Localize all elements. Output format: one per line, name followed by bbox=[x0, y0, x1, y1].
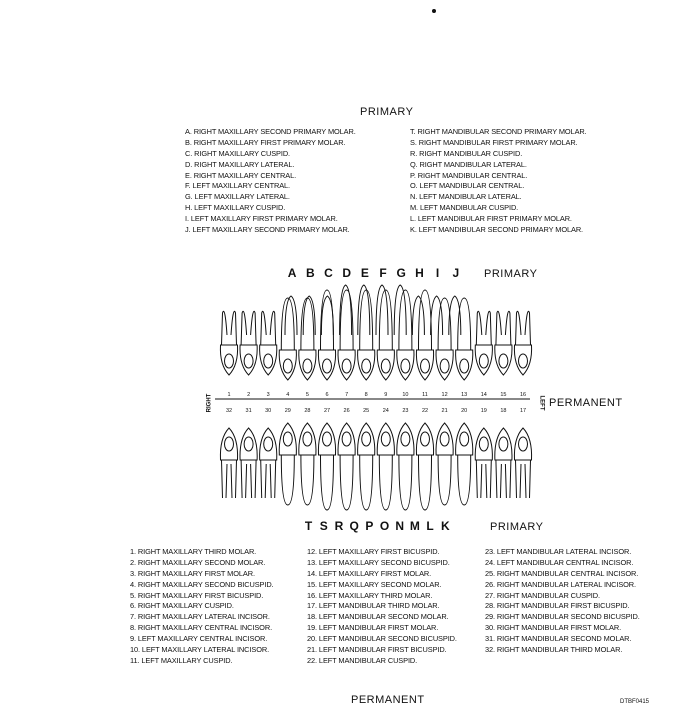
upper-crown-detail bbox=[421, 359, 430, 373]
lower-crown bbox=[495, 428, 512, 460]
tooth-number: 8 bbox=[364, 392, 368, 398]
primary-title: PRIMARY bbox=[360, 106, 414, 118]
legend-item: 8. RIGHT MAXILLARY CENTRAL INCISOR. bbox=[130, 623, 273, 633]
legend-item: O. LEFT MANDIBULAR CENTRAL. bbox=[410, 181, 525, 191]
tooth-number: 19 bbox=[480, 408, 487, 414]
legend-item: I. LEFT MAXILLARY FIRST PRIMARY MOLAR. bbox=[185, 214, 338, 224]
legend-item: 4. RIGHT MAXILLARY SECOND BICUSPID. bbox=[130, 579, 274, 589]
legend-item: 21. LEFT MANDIBULAR FIRST BICUSPID. bbox=[307, 645, 447, 655]
upper-crown-detail bbox=[401, 359, 410, 373]
lower-crown-detail bbox=[421, 432, 430, 446]
legend-item: N. LEFT MANDIBULAR LATERAL. bbox=[410, 192, 522, 202]
lower-crown bbox=[475, 428, 492, 460]
tooth-number: 17 bbox=[519, 408, 527, 414]
tooth-letter: B bbox=[305, 266, 315, 280]
tooth-number: 25 bbox=[363, 408, 370, 414]
tooth-letter: G bbox=[396, 266, 406, 280]
legend-item: R. RIGHT MANDIBULAR CUSPID. bbox=[410, 148, 523, 158]
upper-crown-detail bbox=[460, 359, 469, 373]
tooth-number: 29 bbox=[284, 408, 291, 414]
lower-number-row bbox=[0, 408, 677, 416]
tooth-letter: T bbox=[304, 519, 313, 533]
upper-crown-detail bbox=[381, 359, 390, 373]
lower-crown bbox=[240, 428, 257, 460]
permanent-title: PERMANENT bbox=[351, 694, 425, 706]
legend-item: 22. LEFT MANDIBULAR CUSPID. bbox=[307, 655, 418, 665]
legend-item: 18. LEFT MANDIBULAR SECOND MOLAR. bbox=[307, 612, 449, 622]
lower-crown-detail bbox=[342, 432, 351, 446]
upper-root bbox=[301, 298, 314, 350]
tooth-letter: M bbox=[409, 519, 420, 533]
lower-crown-detail bbox=[323, 432, 332, 446]
legend-item: L. LEFT MANDIBULAR FIRST PRIMARY MOLAR. bbox=[410, 214, 572, 224]
primary-upper-tooth bbox=[431, 296, 443, 335]
upper-root bbox=[458, 298, 471, 350]
legend-item: 5. RIGHT MAXILLARY FIRST BICUSPID. bbox=[130, 590, 264, 600]
lower-crown-detail bbox=[460, 432, 469, 446]
upper-crown-detail bbox=[499, 354, 508, 368]
tooth-number: 14 bbox=[480, 392, 487, 398]
upper-crown-detail bbox=[283, 359, 292, 373]
legend-item: 1. RIGHT MAXILLARY THIRD MOLAR. bbox=[130, 547, 257, 556]
legend-item: 27. RIGHT MANDIBULAR CUSPID. bbox=[485, 590, 600, 600]
tooth-letter: O bbox=[379, 519, 390, 533]
tooth-number: 2 bbox=[247, 392, 251, 398]
legend-item: F. LEFT MAXILLARY CENTRAL. bbox=[185, 181, 291, 191]
tooth-number: 24 bbox=[382, 408, 389, 414]
upper-root bbox=[222, 311, 237, 345]
lower-crown-detail bbox=[499, 437, 508, 451]
upper-crown-detail bbox=[244, 354, 253, 368]
legend-item: 28. RIGHT MANDIBULAR FIRST BICUSPID. bbox=[485, 601, 630, 611]
tooth-number: 27 bbox=[323, 408, 331, 414]
legend-item: B. RIGHT MAXILLARY FIRST PRIMARY MOLAR. bbox=[185, 137, 346, 147]
lower-crown-detail bbox=[401, 432, 410, 446]
upper-crown bbox=[416, 350, 433, 380]
lower-root bbox=[379, 455, 392, 510]
tooth-letter: J bbox=[452, 266, 460, 280]
tooth-number: 10 bbox=[402, 392, 409, 398]
tooth-number: 31 bbox=[245, 408, 252, 414]
tooth-number: 23 bbox=[402, 408, 409, 414]
tooth-letter: L bbox=[426, 519, 434, 533]
upper-crown bbox=[397, 350, 414, 380]
tooth-letter: S bbox=[319, 519, 328, 533]
lower-root bbox=[340, 455, 353, 510]
lower-root bbox=[419, 455, 432, 510]
tooth-number: 7 bbox=[345, 392, 349, 398]
legend-item: 13. LEFT MAXILLARY SECOND BICUSPID. bbox=[307, 557, 450, 567]
upper-crown bbox=[240, 345, 257, 375]
legend-item: H. LEFT MAXILLARY CUSPID. bbox=[185, 203, 286, 213]
lower-root bbox=[399, 455, 412, 510]
legend-item: 26. RIGHT MANDIBULAR LATERAL INCISOR. bbox=[485, 579, 636, 589]
legend-item: 14. LEFT MAXILLARY FIRST MOLAR. bbox=[307, 568, 432, 578]
legend-item: 7. RIGHT MAXILLARY LATERAL INCISOR. bbox=[130, 612, 270, 622]
lower-crown-detail bbox=[479, 437, 488, 451]
tooth-letter: P bbox=[365, 519, 374, 533]
tooth-number: 20 bbox=[461, 408, 468, 414]
legend-item: 17. LEFT MANDIBULAR THIRD MOLAR. bbox=[307, 601, 440, 611]
legend-item: 24. LEFT MANDIBULAR CENTRAL INCISOR. bbox=[485, 557, 634, 567]
upper-crown bbox=[514, 345, 531, 375]
tooth-number: 16 bbox=[519, 392, 527, 398]
lower-crown-detail bbox=[303, 432, 312, 446]
lower-crown-detail bbox=[381, 432, 390, 446]
tooth-letter: R bbox=[334, 519, 344, 533]
lower-crown-detail bbox=[362, 432, 371, 446]
lower-crown bbox=[220, 428, 237, 460]
upper-root bbox=[399, 290, 412, 350]
legend-item: 12. LEFT MAXILLARY FIRST BICUSPID. bbox=[307, 547, 440, 556]
tooth-letter: I bbox=[435, 266, 440, 280]
legend-item: 31. RIGHT MANDIBULAR SECOND MOLAR. bbox=[485, 634, 632, 644]
tooth-number: 9 bbox=[384, 392, 388, 398]
upper-crown bbox=[299, 350, 316, 380]
legend-item: 16. LEFT MAXILLARY THIRD MOLAR. bbox=[307, 590, 433, 600]
lower-crown bbox=[436, 423, 453, 455]
tooth-letter: A bbox=[287, 266, 297, 280]
legend-item: M. LEFT MANDIBULAR CUSPID. bbox=[410, 203, 519, 213]
legend-item: G. LEFT MAXILLARY LATERAL. bbox=[185, 192, 290, 202]
lower-root bbox=[496, 460, 511, 498]
upper-crown-detail bbox=[440, 359, 449, 373]
tooth-number: 13 bbox=[461, 392, 468, 398]
tooth-number: 15 bbox=[500, 392, 507, 398]
lower-crown bbox=[318, 423, 335, 455]
legend-item: 19. LEFT MANDIBULAR FIRST MOLAR. bbox=[307, 623, 439, 633]
upper-crown bbox=[377, 350, 394, 380]
lower-crown-detail bbox=[440, 432, 449, 446]
tooth-letter: Q bbox=[349, 519, 359, 533]
tooth-letter: E bbox=[360, 266, 369, 280]
upper-crown-detail bbox=[323, 359, 332, 373]
legend-item: 2. RIGHT MAXILLARY SECOND MOLAR. bbox=[130, 557, 266, 567]
tooth-number: 4 bbox=[286, 392, 290, 398]
tooth-number: 3 bbox=[266, 392, 270, 398]
tooth-number: 21 bbox=[441, 408, 448, 414]
lower-root bbox=[222, 460, 237, 498]
upper-root bbox=[321, 290, 334, 350]
tooth-letter: H bbox=[415, 266, 424, 280]
upper-crown-detail bbox=[362, 359, 371, 373]
lower-crown bbox=[279, 423, 296, 455]
legend-item: 25. RIGHT MANDIBULAR CENTRAL INCISOR. bbox=[485, 568, 639, 578]
upper-root bbox=[281, 298, 294, 350]
tooth-number: 18 bbox=[500, 408, 507, 414]
legend-item: 11. LEFT MAXILLARY CUSPID. bbox=[130, 655, 233, 665]
upper-root bbox=[241, 311, 256, 345]
upper-crown-detail bbox=[479, 354, 488, 368]
upper-crown-detail bbox=[519, 354, 528, 368]
lower-crown bbox=[260, 428, 277, 460]
legend-item: T. RIGHT MANDIBULAR SECOND PRIMARY MOLAR. bbox=[410, 127, 587, 136]
lower-crown bbox=[416, 423, 433, 455]
upper-crown bbox=[338, 350, 355, 380]
permanent-legend-col3 bbox=[485, 547, 640, 656]
lower-crown bbox=[377, 423, 394, 455]
middle-permanent-label: PERMANENT bbox=[549, 397, 623, 409]
lower-root bbox=[516, 460, 531, 498]
upper-root bbox=[496, 311, 511, 345]
lower-root bbox=[438, 455, 451, 505]
tooth-number: 30 bbox=[265, 408, 272, 414]
upper-root bbox=[476, 311, 491, 345]
lower-crown-detail bbox=[264, 437, 273, 451]
legend-item: P. RIGHT MANDIBULAR CENTRAL. bbox=[410, 170, 528, 180]
upper-root bbox=[360, 290, 373, 350]
lower-root bbox=[458, 455, 471, 505]
upper-crown bbox=[358, 350, 375, 380]
legend-item: 32. RIGHT MANDIBULAR THIRD MOLAR. bbox=[485, 645, 623, 655]
tooth-letter: F bbox=[379, 266, 387, 280]
lower-crown bbox=[338, 423, 355, 455]
legend-item: 30. RIGHT MANDIBULAR FIRST MOLAR. bbox=[485, 623, 622, 633]
lower-crown bbox=[397, 423, 414, 455]
legend-item: 10. LEFT MAXILLARY LATERAL INCISOR. bbox=[130, 645, 270, 655]
upper-crown-detail bbox=[264, 354, 273, 368]
primary-upper-tooth bbox=[376, 285, 388, 335]
legend-item: 15. LEFT MAXILLARY SECOND MOLAR. bbox=[307, 579, 442, 589]
upper-crown bbox=[456, 350, 473, 380]
legend-item: 9. LEFT MAXILLARY CENTRAL INCISOR. bbox=[130, 634, 268, 644]
lower-crown-detail bbox=[225, 437, 234, 451]
legend-item: D. RIGHT MAXILLARY LATERAL. bbox=[185, 159, 295, 169]
tooth-number: 1 bbox=[227, 392, 231, 398]
upper-primary-label: PRIMARY bbox=[484, 268, 538, 280]
lower-primary-label: PRIMARY bbox=[490, 521, 544, 533]
permanent-legend-col2 bbox=[307, 547, 457, 667]
legend-item: C. RIGHT MAXILLARY CUSPID. bbox=[185, 148, 291, 158]
legend-item: 29. RIGHT MANDIBULAR SECOND BICUSPID. bbox=[485, 612, 640, 622]
upper-crown bbox=[260, 345, 277, 375]
lower-root bbox=[301, 455, 314, 505]
upper-crown bbox=[279, 350, 296, 380]
legend-item: 6. RIGHT MAXILLARY CUSPID. bbox=[130, 601, 234, 611]
upper-crown-detail bbox=[342, 359, 351, 373]
tooth-letter: K bbox=[440, 519, 450, 533]
lower-root bbox=[321, 455, 334, 510]
upper-root bbox=[261, 311, 276, 345]
upper-crown-detail bbox=[303, 359, 312, 373]
upper-root bbox=[516, 311, 531, 345]
lower-root bbox=[261, 460, 276, 498]
legend-item: Q. RIGHT MANDIBULAR LATERAL. bbox=[410, 159, 527, 169]
lower-root bbox=[281, 455, 294, 505]
legend-item: S. RIGHT MANDIBULAR FIRST PRIMARY MOLAR. bbox=[410, 137, 578, 147]
lower-root bbox=[476, 460, 491, 498]
legend-item: E. RIGHT MAXILLARY CENTRAL. bbox=[185, 170, 297, 180]
tooth-number: 6 bbox=[325, 392, 329, 398]
tooth-number: 11 bbox=[422, 392, 428, 398]
legend-item: 23. LEFT MANDIBULAR LATERAL INCISOR. bbox=[485, 547, 632, 556]
figure-code: DTBF0415 bbox=[620, 699, 650, 705]
lower-crown-detail bbox=[283, 432, 292, 446]
upper-crown bbox=[220, 345, 237, 375]
lower-root bbox=[360, 455, 373, 510]
upper-crown bbox=[495, 345, 512, 375]
legend-item: K. LEFT MANDIBULAR SECOND PRIMARY MOLAR. bbox=[410, 225, 584, 235]
legend-item: 20. LEFT MANDIBULAR SECOND BICUSPID. bbox=[307, 634, 457, 644]
tooth-number: 26 bbox=[343, 408, 350, 414]
tooth-letter: D bbox=[342, 266, 351, 280]
lower-crown-detail bbox=[244, 437, 253, 451]
upper-crown bbox=[318, 350, 335, 380]
lower-root bbox=[241, 460, 256, 498]
tooth-number: 12 bbox=[441, 392, 448, 398]
upper-root bbox=[379, 290, 392, 350]
tooth-number: 5 bbox=[305, 392, 309, 398]
upper-crown-detail bbox=[225, 354, 234, 368]
right-side-label: RIGHT bbox=[206, 393, 213, 413]
legend-item: 3. RIGHT MAXILLARY FIRST MOLAR. bbox=[130, 568, 255, 578]
lower-crown-detail bbox=[519, 437, 528, 451]
lower-crown bbox=[456, 423, 473, 455]
tooth-number: 32 bbox=[225, 408, 233, 414]
lower-crown bbox=[358, 423, 375, 455]
tooth-number: 22 bbox=[421, 408, 429, 414]
tooth-letter: N bbox=[395, 519, 405, 533]
tooth-number: 28 bbox=[304, 408, 311, 414]
upper-crown bbox=[475, 345, 492, 375]
permanent-legend-col1 bbox=[130, 547, 274, 667]
upper-crown bbox=[436, 350, 453, 380]
lower-crown bbox=[299, 423, 316, 455]
lower-letter-row bbox=[301, 519, 453, 533]
left-side-label: LEFT bbox=[538, 395, 545, 411]
legend-item: J. LEFT MAXILLARY SECOND PRIMARY MOLAR. bbox=[185, 225, 350, 235]
legend-item: A. RIGHT MAXILLARY SECOND PRIMARY MOLAR. bbox=[185, 127, 356, 136]
lower-crown bbox=[514, 428, 531, 460]
tooth-letter: C bbox=[324, 266, 333, 280]
